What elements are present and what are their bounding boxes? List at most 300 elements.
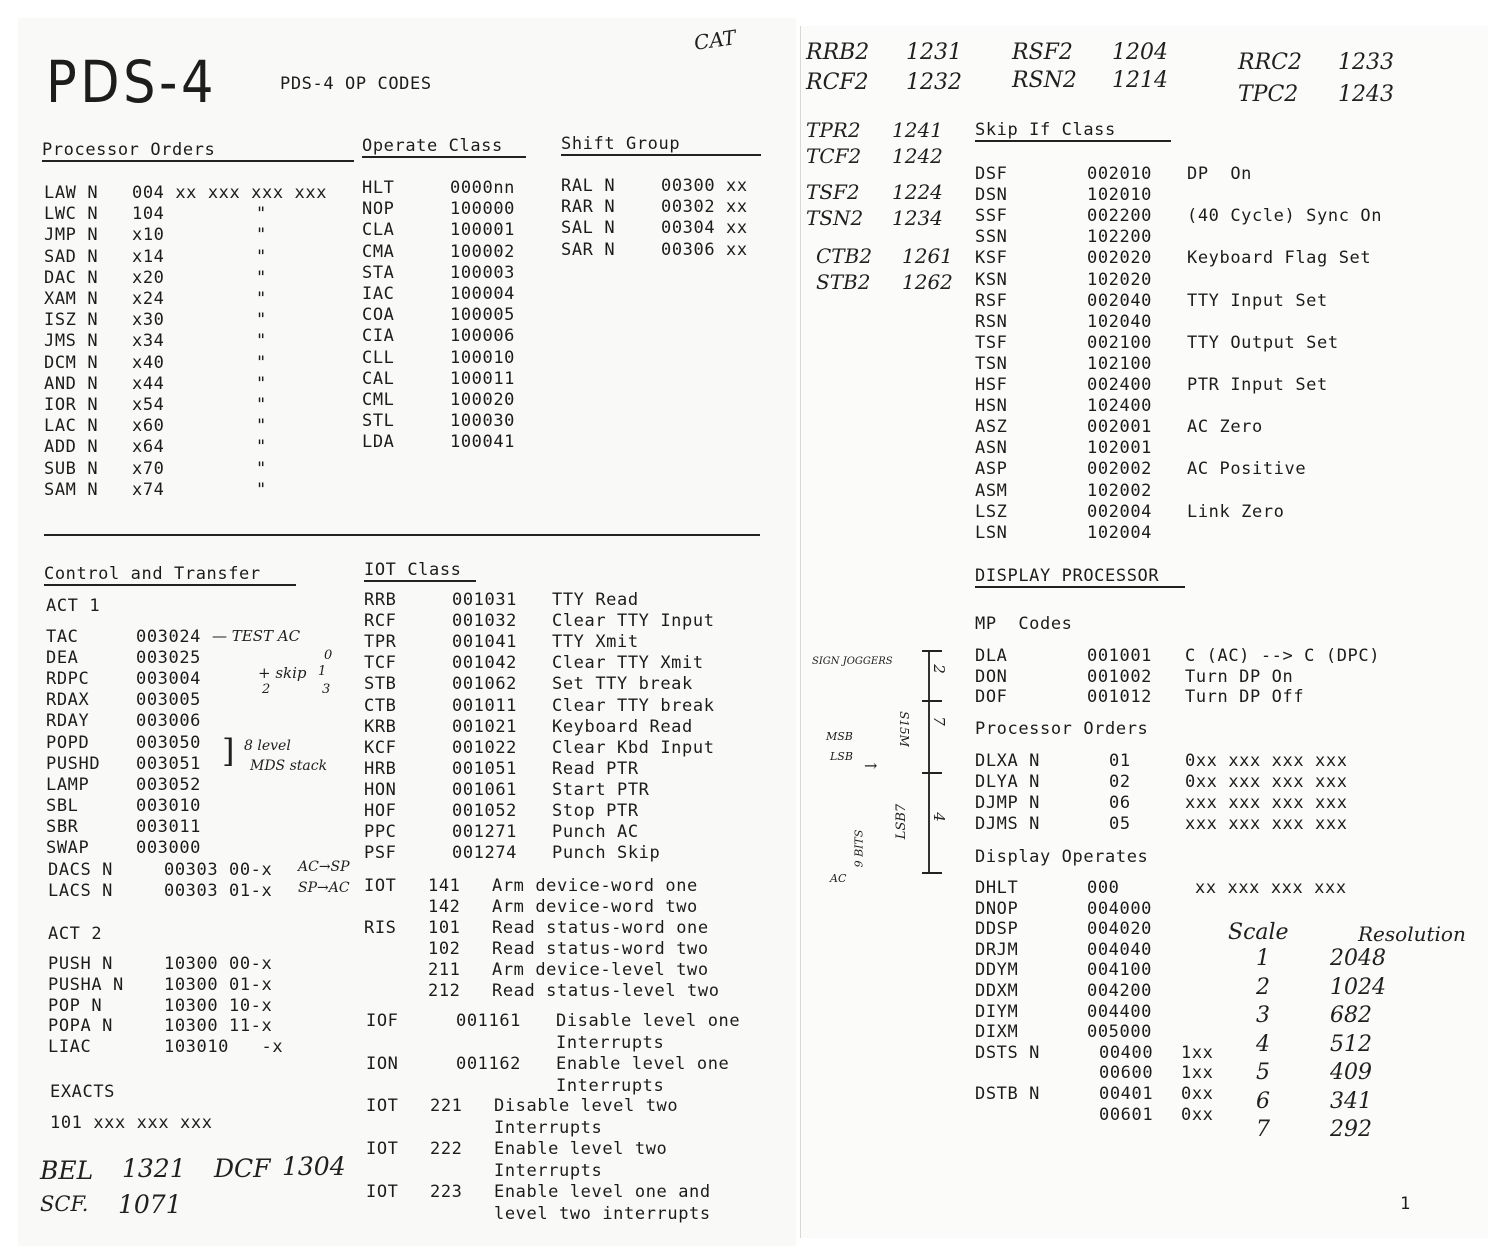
skip-if-cell-2: TTY Input Set: [1187, 290, 1328, 311]
shift-group-heading: Shift Group: [561, 134, 681, 154]
iot-device-cell-2: Arm device-word one: [492, 876, 698, 896]
processor-order-cell-2: ": [256, 331, 267, 352]
act1-cell-1: 003010: [136, 795, 202, 816]
iot-device-cell-2: Arm device-level two: [492, 960, 709, 980]
skip-if-cell-0: HSF: [975, 375, 1008, 395]
handwritten-code: 1261: [902, 244, 953, 268]
resolution-value: 341: [1330, 1088, 1372, 1114]
skip-if-cell-2: (40 Cycle) Sync On: [1187, 206, 1383, 227]
act1-dacs-cell-0: DACS N: [48, 860, 114, 880]
resolution-value: 409: [1330, 1060, 1372, 1085]
processor-orders-heading: Processor Orders: [42, 140, 216, 160]
skip-if-class-underline: [975, 140, 1171, 142]
shift-group-cell-0: RAR N: [561, 197, 616, 218]
dacs-note: AC→SP: [298, 859, 350, 875]
processor-order-cell-0: XAM N: [44, 289, 99, 309]
mp-code-cell-2: Turn DP Off: [1185, 687, 1305, 708]
processor-order-cell-1: x70: [132, 458, 165, 479]
diagram-bits-2: LSB7: [894, 803, 910, 840]
iot-device-cell-1: 141: [428, 876, 461, 896]
processor-order-cell-0: JMP N: [44, 225, 99, 246]
skip-if-cell-0: LSZ: [975, 501, 1008, 522]
display-operate-cell-1: 00600: [1099, 1063, 1154, 1084]
processor-orders-underline: [42, 160, 354, 162]
iot-class-cell-2: Clear TTY Input: [552, 611, 715, 632]
iot-class-cell-2: Start PTR: [552, 779, 650, 800]
operate-class-cell-1: 100011: [450, 368, 516, 389]
iot-class-cell-1: 001032: [452, 611, 518, 632]
display-operate-cell-2: 1xx: [1181, 1063, 1214, 1084]
act1-cell-1: 003052: [136, 774, 202, 795]
iot-class-cell-0: TPR: [364, 632, 397, 653]
skip-if-cell-0: RSN: [975, 311, 1008, 332]
skip-if-cell-1: 102400: [1087, 396, 1153, 417]
act2-cell-1: 10300 11-x: [164, 1016, 273, 1037]
iot-device-cell-0: IOT: [364, 876, 397, 896]
display-operate-cell-1: 004200: [1087, 981, 1153, 1001]
scale-value: 6: [1256, 1088, 1270, 1114]
interrupt-cell-0: IOT: [366, 1096, 399, 1116]
bel-label: BEL: [40, 1156, 94, 1185]
operate-class-cell-1: 100041: [450, 432, 516, 453]
interrupt-cell-1: 223: [430, 1182, 463, 1202]
iot-class-cell-2: Set TTY break: [552, 674, 693, 695]
act1-cell-0: POPD: [46, 732, 90, 753]
skip-if-cell-1: 102040: [1087, 311, 1153, 332]
processor-order-cell-1: x74: [132, 479, 165, 500]
act1-dacs-cell-0: LACS N: [48, 881, 114, 901]
act1-cell-0: RDPC: [46, 669, 90, 690]
operate-class-cell-1: 100004: [450, 284, 516, 304]
interrupt-cell-2: Enable level one and: [494, 1182, 711, 1202]
interrupt-cell-3: Interrupts: [556, 1033, 665, 1053]
processor-order-cell-0: DCM N: [44, 352, 99, 373]
handwritten-code: 1234: [892, 206, 943, 230]
processor-order-cell-1: x60: [132, 416, 165, 437]
operate-class-cell-0: COA: [362, 305, 395, 326]
scf-label: SCF.: [40, 1192, 89, 1216]
processor-order-cell-1: 104: [132, 204, 165, 225]
display-operate-cell-1: 004100: [1087, 960, 1153, 981]
handwritten-code: 1232: [906, 70, 962, 95]
act1-label: ACT 1: [46, 596, 101, 616]
dp-proc-order-cell-2: xxx xxx xxx xxx: [1185, 814, 1348, 834]
dcf-code: 1304: [282, 1152, 346, 1181]
handwritten-mnemonic: TSF2: [806, 180, 860, 204]
processor-order-cell-1: x44: [132, 373, 165, 394]
display-processor-underline: [975, 586, 1185, 588]
handwritten-mnemonic: RRC2: [1238, 50, 1302, 75]
act2-label: ACT 2: [48, 924, 103, 944]
operate-class-cell-1: 100006: [450, 326, 516, 347]
act2-cell-0: POP N: [48, 995, 103, 1016]
dp-proc-order-cell-0: DJMP N: [975, 793, 1041, 813]
act2-cell-1: 10300 10-x: [164, 995, 273, 1016]
act1-cell-0: RDAX: [46, 690, 90, 711]
processor-order-cell-0: LAW N: [44, 183, 99, 203]
handwritten-mnemonic: TCF2: [806, 144, 862, 168]
interrupt-cell-0: ION: [366, 1054, 399, 1074]
processor-order-cell-1: 004 xx xxx xxx xxx: [132, 183, 328, 203]
skip-if-cell-1: 002004: [1087, 501, 1153, 522]
shift-group-cell-1: 00304 xx: [661, 218, 748, 239]
skip-if-cell-0: TSN: [975, 353, 1008, 374]
processor-order-cell-0: SUB N: [44, 458, 99, 479]
shift-group-cell-1: 00306 xx: [661, 239, 748, 260]
display-operate-cell-1: 004040: [1087, 939, 1153, 960]
skip-if-cell-1: 002200: [1087, 206, 1153, 227]
iot-class-cell-0: RCF: [364, 611, 397, 632]
skip-if-cell-1: 102020: [1087, 269, 1153, 290]
skip-if-cell-0: DSF: [975, 164, 1008, 184]
handwritten-code: 1243: [1338, 82, 1394, 107]
interrupt-cell-3: Interrupts: [494, 1161, 603, 1181]
processor-order-cell-2: ": [256, 373, 267, 394]
iot-class-cell-2: Keyboard Read: [552, 716, 693, 737]
handwritten-title: PDS-4: [46, 48, 217, 116]
dp-proc-order-cell-2: 0xx xxx xxx xxx: [1185, 751, 1348, 771]
operate-class-heading: Operate Class: [362, 136, 503, 156]
display-operate-cell-1: 004000: [1087, 898, 1153, 919]
operate-class-cell-0: CIA: [362, 326, 395, 347]
processor-order-cell-1: x34: [132, 331, 165, 352]
skip-if-cell-1: 102200: [1087, 227, 1153, 248]
handwritten-mnemonic: RCF2: [806, 70, 869, 95]
operate-class-cell-0: IAC: [362, 284, 395, 304]
operate-class-cell-0: LDA: [362, 432, 395, 453]
display-operate-cell-0: DSTS N: [975, 1042, 1041, 1063]
processor-order-cell-1: x64: [132, 437, 165, 458]
display-processor-heading: DISPLAY PROCESSOR: [975, 566, 1160, 586]
act1-dacs-cell-1: 00303 01-x: [164, 881, 273, 901]
skip-if-cell-1: 002010: [1087, 164, 1153, 184]
act2-cell-1: 10300 00-x: [164, 954, 273, 974]
control-transfer-heading: Control and Transfer: [44, 564, 261, 584]
iot-class-underline: [364, 580, 476, 582]
display-operate-cell-1: 000: [1087, 878, 1120, 898]
processor-order-cell-2: ": [256, 395, 267, 415]
stack-note-2: MDS stack: [250, 758, 328, 774]
act1-cell-0: RDAY: [46, 711, 90, 732]
iot-class-cell-2: Punch Skip: [552, 843, 661, 864]
display-operate-cell-0: DNOP: [975, 898, 1019, 919]
control-transfer-underline: [44, 584, 296, 586]
bel-code: 1321: [122, 1154, 186, 1183]
handwritten-code: 1224: [892, 180, 943, 204]
skip-if-class-heading: Skip If Class: [975, 120, 1116, 140]
corner-note: CAT: [692, 25, 738, 55]
handwritten-mnemonic: CTB2: [816, 244, 873, 268]
iot-class-cell-0: RRB: [364, 590, 397, 610]
skip-if-cell-0: KSF: [975, 248, 1008, 269]
mp-code-cell-1: 001002: [1087, 666, 1153, 687]
page-number: 1: [1400, 1194, 1411, 1214]
resolution-value: 2048: [1330, 946, 1386, 971]
interrupt-cell-3: Interrupts: [494, 1118, 603, 1138]
act1-cell-0: SWAP: [46, 838, 90, 858]
display-operate-cell-2: 0xx: [1181, 1084, 1214, 1104]
display-operate-cell-1: 00400: [1099, 1042, 1154, 1063]
handwritten-mnemonic: RRB2: [806, 40, 870, 65]
scale-value: 4: [1256, 1031, 1270, 1057]
operate-class-cell-1: 100010: [450, 347, 516, 368]
display-operate-cell-0: DDYM: [975, 960, 1019, 981]
exacts-value: 101 xxx xxx xxx: [50, 1113, 213, 1133]
diagram-bits-1: S15M: [896, 711, 911, 747]
skip-if-cell-0: SSN: [975, 227, 1008, 248]
act1-cell-1: 003004: [136, 669, 202, 690]
handwritten-mnemonic: RSF2: [1012, 40, 1073, 65]
skip-digit-top: 0: [324, 648, 333, 663]
processor-order-cell-0: ADD N: [44, 437, 99, 458]
skip-if-cell-1: 002040: [1087, 290, 1153, 311]
skip-if-cell-1: 102001: [1087, 438, 1153, 459]
operate-class-cell-1: 100005: [450, 305, 516, 326]
skip-if-cell-1: 102100: [1087, 353, 1153, 374]
act2-cell-1: 103010 -x: [164, 1037, 284, 1058]
shift-group-underline: [561, 154, 761, 156]
act1-cell-1: 003025: [136, 648, 202, 669]
iot-class-cell-1: 001052: [452, 801, 518, 821]
display-operate-cell-0: DHLT: [975, 878, 1019, 898]
operate-class-cell-1: 100020: [450, 390, 516, 410]
skip-digit-bottom: 3: [322, 682, 331, 697]
operate-class-cell-1: 100003: [450, 262, 516, 283]
iot-class-cell-0: TCF: [364, 653, 397, 674]
iot-class-cell-0: HOF: [364, 801, 397, 821]
iot-class-cell-1: 001021: [452, 716, 518, 737]
skip-if-cell-0: TSF: [975, 332, 1008, 353]
scale-value: 3: [1256, 1003, 1270, 1028]
iot-device-cell-1: 212: [428, 981, 461, 1001]
act1-cell-1: 003050: [136, 732, 202, 753]
iot-class-cell-1: 001031: [452, 590, 518, 610]
display-operate-cell-2: 0xx: [1181, 1104, 1214, 1125]
mp-code-cell-0: DOF: [975, 687, 1008, 708]
dp-proc-order-cell-1: 02: [1109, 772, 1131, 792]
iot-device-cell-1: 142: [428, 897, 461, 917]
scf-code: 1071: [118, 1190, 182, 1219]
handwritten-mnemonic: STB2: [816, 270, 871, 294]
diagram-left-3: LSB: [830, 750, 853, 763]
processor-order-cell-0: SAM N: [44, 479, 99, 500]
mp-code-cell-1: 001001: [1087, 646, 1153, 666]
display-operate-cell-1: 005000: [1087, 1022, 1153, 1043]
processor-order-cell-2: ": [256, 225, 267, 246]
interrupt-cell-0: IOF: [366, 1011, 399, 1031]
interrupt-cell-1: 221: [430, 1096, 463, 1116]
iot-class-heading: IOT Class: [364, 560, 462, 580]
act2-cell-0: PUSH N: [48, 954, 114, 974]
display-operate-cell-1: 00401: [1099, 1084, 1154, 1104]
dcf-label: DCF: [214, 1154, 271, 1183]
processor-order-cell-2: ": [256, 437, 267, 458]
skip-if-cell-0: DSN: [975, 185, 1008, 206]
shift-group-cell-0: RAL N: [561, 176, 616, 196]
interrupt-cell-3: level two interrupts: [494, 1204, 711, 1224]
operate-class-cell-0: STA: [362, 262, 395, 283]
interrupt-cell-0: IOT: [366, 1139, 399, 1159]
display-operate-cell-0: DRJM: [975, 939, 1019, 960]
act1-cell-0: SBR: [46, 816, 79, 837]
skip-if-cell-1: 002100: [1087, 332, 1153, 353]
iot-class-cell-1: 001062: [452, 674, 518, 695]
shift-group-cell-1: 00302 xx: [661, 197, 748, 218]
processor-order-cell-1: x30: [132, 310, 165, 331]
iot-class-cell-1: 001061: [452, 779, 518, 800]
mp-code-cell-2: Turn DP On: [1185, 666, 1294, 687]
skip-digit-right: 1: [318, 664, 327, 679]
processor-order-cell-0: JMS N: [44, 331, 99, 352]
act2-cell-0: PUSHA N: [48, 974, 124, 995]
processor-order-cell-2: ": [256, 204, 267, 225]
shift-group-cell-0: SAR N: [561, 239, 616, 260]
lacs-note: SP→AC: [298, 880, 350, 896]
shift-group-cell-0: SAL N: [561, 218, 616, 239]
handwritten-mnemonic: TSN2: [806, 206, 864, 230]
iot-class-cell-2: Clear TTY break: [552, 695, 715, 716]
skip-if-cell-2: Link Zero: [1187, 501, 1285, 522]
skip-if-cell-0: SSF: [975, 206, 1008, 227]
skip-if-cell-0: ASZ: [975, 417, 1008, 438]
doc-title: PDS-4 OP CODES: [280, 74, 432, 94]
diagram-seg-1: 2: [929, 664, 948, 674]
operate-class-cell-0: NOP: [362, 199, 395, 220]
dp-proc-order-cell-0: DJMS N: [975, 814, 1041, 834]
handwritten-code: 1241: [892, 118, 943, 142]
diagram-tick-1: [922, 700, 942, 702]
act1-cell-1: 003006: [136, 711, 202, 732]
iot-class-cell-0: KCF: [364, 737, 397, 758]
operate-class-underline: [362, 156, 526, 158]
operate-class-cell-1: 100000: [450, 199, 516, 220]
iot-class-cell-2: Clear TTY Xmit: [552, 653, 704, 674]
iot-class-cell-0: PSF: [364, 843, 397, 864]
display-operate-cell-1: 00601: [1099, 1104, 1154, 1125]
act2-cell-1: 10300 01-x: [164, 974, 273, 995]
skip-if-cell-1: 102010: [1087, 185, 1153, 206]
skip-if-cell-1: 002002: [1087, 459, 1153, 480]
diagram-tick-2: [922, 772, 942, 774]
iot-device-cell-2: Arm device-word two: [492, 897, 698, 917]
processor-order-cell-0: ISZ N: [44, 310, 99, 331]
dp-proc-order-cell-0: DLXA N: [975, 751, 1041, 771]
diagram-seg-3: 4: [929, 812, 948, 822]
iot-class-cell-0: KRB: [364, 716, 397, 737]
handwritten-mnemonic: TPC2: [1238, 82, 1299, 107]
mp-code-cell-2: C (AC) --> C (DPC): [1185, 646, 1381, 666]
display-operate-cell-2: xx xxx xxx xxx: [1195, 878, 1347, 898]
diagram-arrow: →: [864, 756, 878, 775]
diagram-bits-3: 9 BITS: [852, 829, 866, 868]
skip-if-cell-2: Keyboard Flag Set: [1187, 248, 1372, 269]
tac-note: — TEST AC: [212, 627, 301, 645]
resolution-value: 682: [1330, 1003, 1372, 1028]
iot-class-cell-0: HRB: [364, 758, 397, 779]
mp-codes-label: MP Codes: [975, 614, 1073, 634]
skip-note: + skip: [258, 664, 307, 682]
processor-order-cell-1: x14: [132, 246, 165, 267]
iot-class-cell-1: 001274: [452, 843, 518, 864]
stack-bracket: ]: [222, 732, 235, 770]
iot-class-cell-2: Stop PTR: [552, 801, 639, 821]
interrupt-cell-2: Enable level two: [494, 1139, 668, 1159]
display-operate-cell-0: DIYM: [975, 1001, 1019, 1022]
skip-if-cell-0: ASP: [975, 459, 1008, 480]
act1-cell-0: LAMP: [46, 774, 90, 795]
processor-order-cell-0: AND N: [44, 373, 99, 394]
interrupt-cell-2: Disable level two: [494, 1096, 679, 1116]
processor-order-cell-2: ": [256, 267, 267, 288]
scale-value: 2: [1256, 974, 1270, 1000]
iot-device-cell-1: 102: [428, 939, 461, 959]
processor-order-cell-1: x20: [132, 267, 165, 288]
skip-if-cell-1: 002020: [1087, 248, 1153, 269]
operate-class-cell-0: CLL: [362, 347, 395, 368]
iot-class-cell-0: STB: [364, 674, 397, 695]
display-operate-cell-0: DDXM: [975, 981, 1019, 1001]
operate-class-cell-0: HLT: [362, 178, 395, 198]
mp-code-cell-0: DON: [975, 666, 1008, 687]
resolution-value: 1024: [1330, 974, 1386, 1000]
iot-class-cell-1: 001011: [452, 695, 518, 716]
interrupt-cell-1: 001161: [456, 1011, 522, 1031]
iot-device-cell-2: Read status-word one: [492, 918, 709, 938]
skip-if-cell-2: TTY Output Set: [1187, 332, 1339, 353]
stack-note-1: 8 level: [244, 738, 291, 754]
operate-class-cell-0: STL: [362, 411, 395, 432]
processor-order-cell-0: LAC N: [44, 416, 99, 437]
iot-class-cell-2: TTY Xmit: [552, 632, 639, 653]
skip-if-cell-2: AC Zero: [1187, 417, 1263, 438]
handwritten-mnemonic: RSN2: [1012, 68, 1077, 93]
operate-class-cell-1: 100030: [450, 411, 516, 432]
processor-order-cell-0: IOR N: [44, 395, 99, 415]
dp-proc-order-cell-1: 01: [1109, 751, 1131, 771]
display-operate-cell-2: 1xx: [1181, 1042, 1214, 1063]
skip-if-cell-0: LSN: [975, 522, 1008, 543]
mp-code-cell-1: 001012: [1087, 687, 1153, 708]
skip-if-cell-0: ASM: [975, 480, 1008, 501]
interrupt-cell-2: Enable level one: [556, 1054, 730, 1074]
handwritten-code: 1214: [1112, 68, 1168, 93]
processor-order-cell-2: ": [256, 310, 267, 331]
processor-order-cell-0: SAD N: [44, 246, 99, 267]
skip-if-cell-0: KSN: [975, 269, 1008, 290]
left-divider-rule: [44, 534, 760, 536]
handwritten-code: 1233: [1338, 50, 1394, 75]
operate-class-cell-1: 0000nn: [450, 178, 516, 198]
act1-cell-0: DEA: [46, 648, 79, 669]
iot-class-cell-2: TTY Read: [552, 590, 639, 610]
act1-cell-0: PUSHD: [46, 753, 101, 774]
mp-code-cell-0: DLA: [975, 646, 1008, 666]
processor-order-cell-1: x24: [132, 289, 165, 309]
skip-if-cell-1: 102002: [1087, 480, 1153, 501]
processor-order-cell-2: ": [256, 458, 267, 479]
iot-class-cell-2: Punch AC: [552, 822, 639, 843]
handwritten-code: 1242: [892, 144, 943, 168]
diagram-left-4: AC: [830, 872, 847, 885]
interrupt-cell-1: 001162: [456, 1054, 522, 1074]
act1-dacs-cell-1: 00303 00-x: [164, 860, 273, 880]
scale-value: 5: [1256, 1060, 1270, 1085]
scale-value: 1: [1256, 946, 1270, 971]
iot-class-cell-1: 001042: [452, 653, 518, 674]
diagram-left-2: MSB: [826, 730, 853, 743]
dp-proc-order-cell-0: DLYA N: [975, 772, 1041, 792]
iot-device-cell-2: Read status-level two: [492, 981, 720, 1001]
